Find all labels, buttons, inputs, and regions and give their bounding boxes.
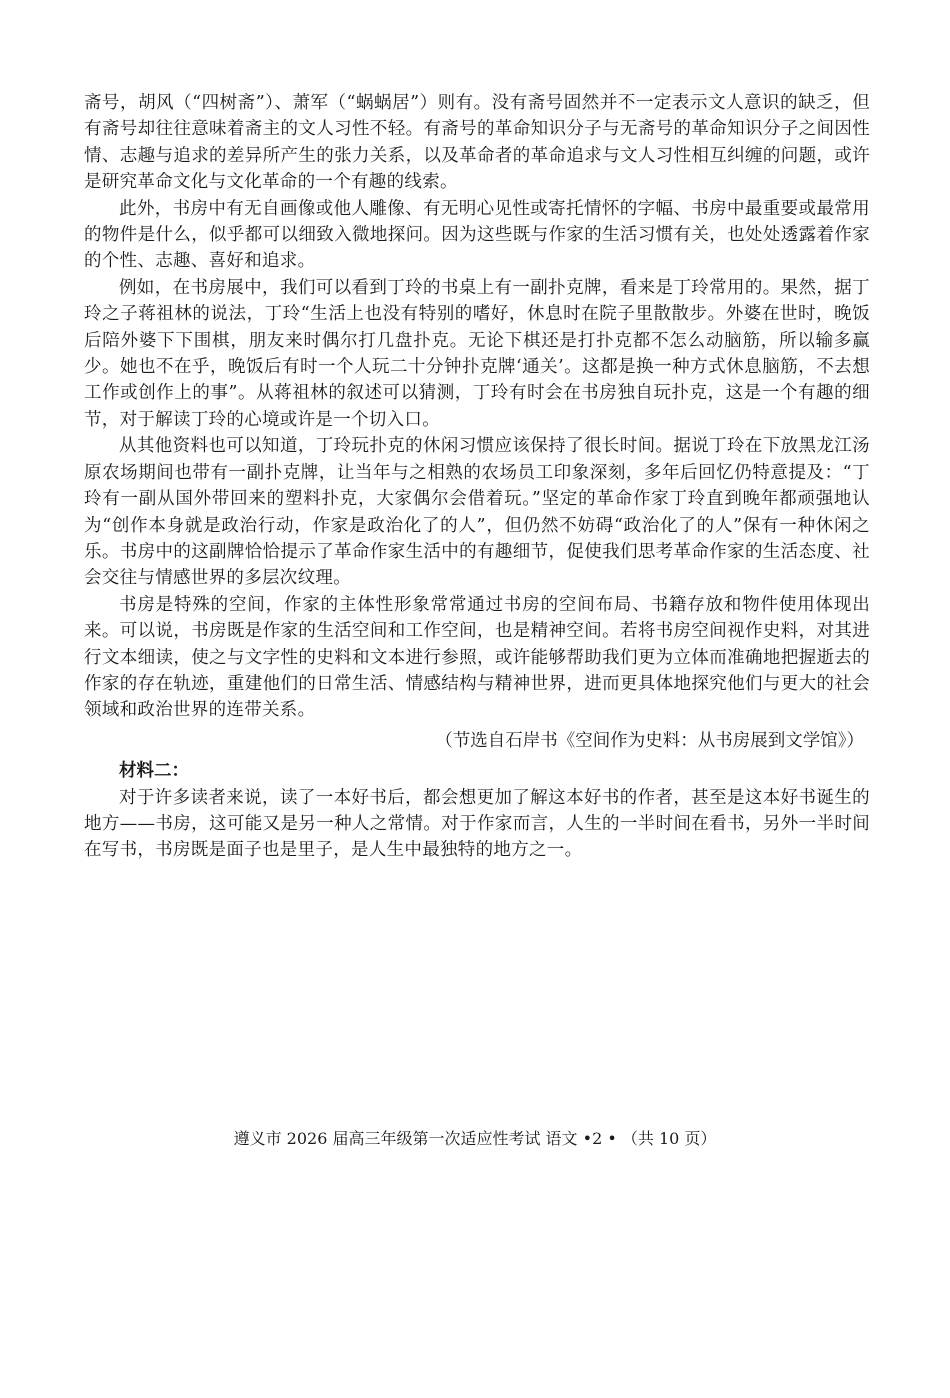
material-two-paragraph: 对于许多读者来说，读了一本好书后，都会想更加了解这本好书的作者，甚至是这本好书诞生的地方——书房，这可能又是另一种人之常情。对于作家而言，人生的一半时间在看书，另外一半时间在写书，书房既是面子也是里子，是人生中最独特的地方之一。: [84, 787, 870, 861]
document-body: [84, 90, 870, 864]
paragraph-study-space: 书房是特殊的空间，作家的主体性形象常常通过书房的空间布局、书籍存放和物件使用体现出来。可以说，书房既是作家的生活空间和工作空间，也是精神空间。若将书房空间视作史料，对其进行文本细读，使之与文字性的史料和文本进行参照，或许能够帮助我们更为立体而准确地把握逝去的作家的存在轨迹，重建他们的日常生活、情感结构与精神世界，进而更具体地探究他们与更大的社会领域和政治世界的连带关系。: [84, 594, 870, 721]
paragraph-study-objects: 此外，书房中有无自画像或他人雕像、有无明心见性或寄托情怀的字幅、书房中最重要或最常用的物件是什么，似乎都可以细致入微地探问。因为这些既与作家的生活习惯有关，也处处透露着作家的个性、志趣、喜好和追求。: [84, 198, 870, 272]
page-footer: 遵义市 2026 届高三年级第一次适应性考试 语文 •2 • （共 10 页）: [233, 1129, 717, 1148]
paragraph-leisure-habit: 从其他资料也可以知道，丁玲玩扑克的休闲习惯应该保持了很长时间。据说丁玲在下放黑龙江汤原农场期间也带有一副扑克牌，让当年与之相熟的农场员工印象深刻，多年后回忆仍特意提及：“丁玲有一副从国外带回来的塑料扑克，大家偶尔会借着玩。”坚定的革命作家丁玲直到晚年都顽强地认为“创作本身就是政治行动，作家是政治化了的人”，但仍然不妨碍“政治化了的人”保有一种休闲之乐。书房中的这副牌恰恰提示了革命作家生活中的有趣细节，促使我们思考革命作家的生活态度、社会交往与情感世界的多层次纹理。: [84, 436, 870, 589]
material-two-heading: 材料二：: [119, 761, 189, 782]
source-citation: （节选自石岸书《空间作为史料：从书房展到文学馆》）: [435, 730, 864, 751]
paragraph-ding-ling-cards: 例如，在书房展中，我们可以看到丁玲的书桌上有一副扑克牌，看来是丁玲常用的。果然，据丁玲之子蒋祖林的说法，丁玲“生活上也没有特别的嗜好，休息时在院子里散散步。外婆在世时，晚饭后陪外婆下下围棋，朋友来时偶尔打几盘扑克。无论下棋还是打扑克都不怎么动脑筋，所以输多赢少。她也不在乎，晚饭后有时一个人玩二十分钟扑克牌‘通关’。这都是换一种方式休息脑筋，不去想工作或创作上的事”。从蒋祖林的叙述可以猜测，丁玲有时会在书房独自玩扑克，这是一个有趣的细节，对于解读丁玲的心境或许是一个切入口。: [84, 277, 870, 430]
paragraph-continuation: 斋号，胡风（“四树斋”）、萧军（“蜗蜗居”）则有。没有斋号固然并不一定表示文人意识的缺乏，但有斋号却往往意味着斋主的文人习性不轻。有斋号的革命知识分子与无斋号的革命知识分子之间因性情、志趣与追求的差异所产生的张力关系，以及革命者的革命追求与文人习性相互纠缠的问题，或许是研究革命文化与文化革命的一个有趣的线索。: [84, 93, 870, 193]
